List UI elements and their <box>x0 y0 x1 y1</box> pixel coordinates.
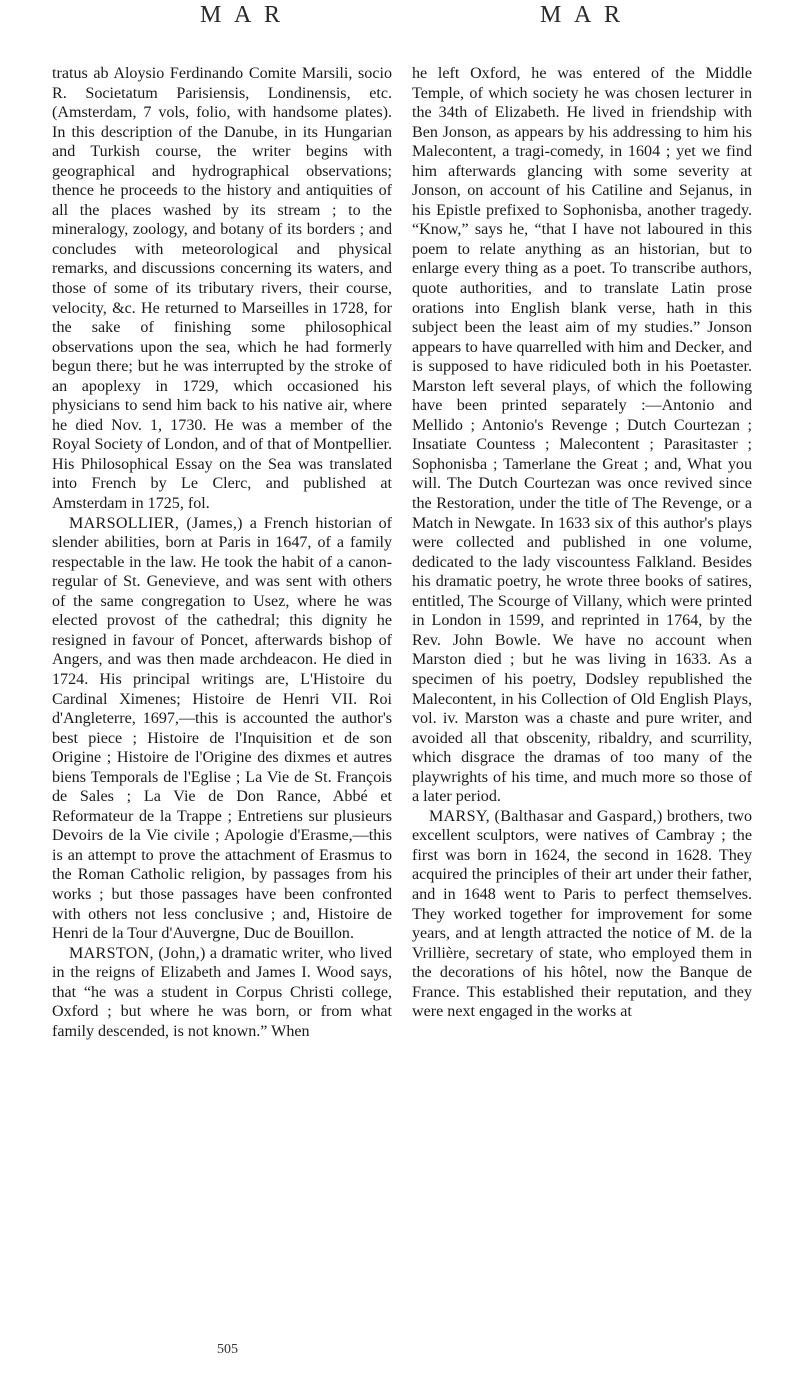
marsy-text: brothers, two excellent sculptors, were natives of Cambray ; the first was born in 1624, the second in 1628. They acquired the principles of their art under their father, and in 1648 went to Paris to perfect themselves. They worked together for improvement for some years, and at length attracted the notice of M. de la Vrillière, secretary of state, who employed them in the decorations of his hôtel, now the Banque de France. This established their reputation, and they were next engaged in the works at <box>412 807 753 1021</box>
running-head-right: M A R <box>540 2 625 28</box>
marston-entry <box>52 944 392 1042</box>
marsollier-entry <box>52 514 392 944</box>
marston-entry-continuation: he left Oxford, he was entered of the Middle Temple, of which society he was chosen lecturer in the 34th of Elizabeth. He lived in friendship with Ben Jonson, as appears by his addressing to him his Malecontent, a tragi-comedy, in 1604 ; yet we find him afterwards glancing with some severity at Jonson, on account of his Catiline and Sejanus, in his Epistle prefixed to Sophonisba, another tragedy. “Know,” says he, “that I have not laboured in this poem to relate anything as an historian, but to enlarge every thing as a poet. To transcribe authors, quote authorities, and to translate Latin prose orations into English blank verse, hath in this subject been the least aim of my studies.” Jonson appears to have quarrelled with him and Decker, and is supposed to have ridiculed both in his Poetaster. Marston left several plays, of which the following have been printed separately :—Antonio and Mellido ; Antonio's Revenge ; Dutch Courtezan ; Insatiate Countess ; Malecontent ; Parasitaster ; Sophonisba ; Tamerlane the Great ; and, What you will. The Dutch Courtezan was once revived since the Restoration, under the title of The Revenge, or a Match in Newgate. In 1633 six of this author's plays were collected and published in one volume, dedicated to the lady viscountess Falkland. Besides his dramatic poetry, he wrote three books of satires, entitled, The Scourge of Villany, which were printed in London in 1599, and reprinted in 1764, by the Rev. John Bowle. We have no account when Marston died ; but he was living in 1633. As a specimen of his poetry, Dodsley republished the Malecontent, in his Collection of Old English Plays, vol. iv. Marston was a chaste and pure writer, and avoided all that obscenity, ribaldry, and scurrility, which disgrace the dramas of too many of the playwrights of his time, and much more so those of a later period. <box>412 65 752 806</box>
left-column <box>52 64 392 1041</box>
marsollier-text: a French historian of slender abilities, born at Paris in 1647, of a family respectable in the law. He took the habit of a canon-regular of St. Genevieve, and was sent with others of the same congregation to Usez, where he was elected provost of the cathedral; this dignity he resigned in favour of Poncet, afterwards bishop of Angers, and was then made archdeacon. He died in 1724. His principal writings are, L'Histoire du Cardinal Ximenes; Histoire de Henri VII. Roi d'Angleterre, 1697,—this is accounted the author's best piece ; Histoire de l'Inquisition et de son Origine ; Histoire de l'Origine des dixmes et autres biens Temporals de l'Eglise ; La Vie de St. François de Sales ; La Vie de Don Rance, Abbé et Reformateur de la Trappe ; Entretiens sur plusieurs Devoirs de la Vie civile ; Apologie d'Erasme,—this is an attempt to prove the attachment of Erasmus to the Roman Catholic religion, by passages from his works ; but those passages have been confronted with others not less conclusive ; and, Histoire de Henri de la Tour d'Auvergne, Duc de Bouillon. <box>52 514 392 943</box>
marsy-entry <box>412 807 752 1022</box>
marsollier-headword: MARSOLLIER, (James,) <box>69 514 243 532</box>
marston-text: a dramatic writer, who lived in the reigns of Elizabeth and James I. Wood says, that “he was a student in Corpus Christi college, Oxford ; but where he was born, or from what family descended, is not known.” When <box>52 944 392 1040</box>
running-head-left: M A R <box>200 2 285 28</box>
marsili-entry-continuation: tratus ab Aloysio Ferdinando Comite Marsili, socio R. Societatum Parisiensis, Londinensis, etc. (Amsterdam, 7 vols, folio, with handsome plates). In this description of the Danube, in its Hungarian and Turkish course, the writer begins with geographical and hydrographical observations; thence he proceeds to the history and antiquities of all the places washed by its stream ; to the mineralogy, zoology, and botany of its borders ; and concludes with meteorological and physical remarks, and discussions concerning its waters, and those of some of its tributary rivers, their course, velocity, &c. He returned to Marseilles in 1728, for the sake of finishing some philosophical observations upon the sea, which he had formerly begun there; but he was interrupted by the stroke of an apoplexy in 1729, which occasioned his physicians to send him back to his native air, where he died Nov. 1, 1730. He was a member of the Royal Society of London, and of that of Montpellier. His Philosophical Essay on the Sea was translated into French by Le Clerc, and published at Amsterdam in 1725, fol. <box>52 65 392 513</box>
marston-headword: MARSTON, (John,) <box>69 944 206 962</box>
page-number: 505 <box>217 1342 238 1357</box>
marsy-headword: MARSY, (Balthasar and Gaspard,) <box>429 807 663 825</box>
right-column <box>412 64 752 1022</box>
